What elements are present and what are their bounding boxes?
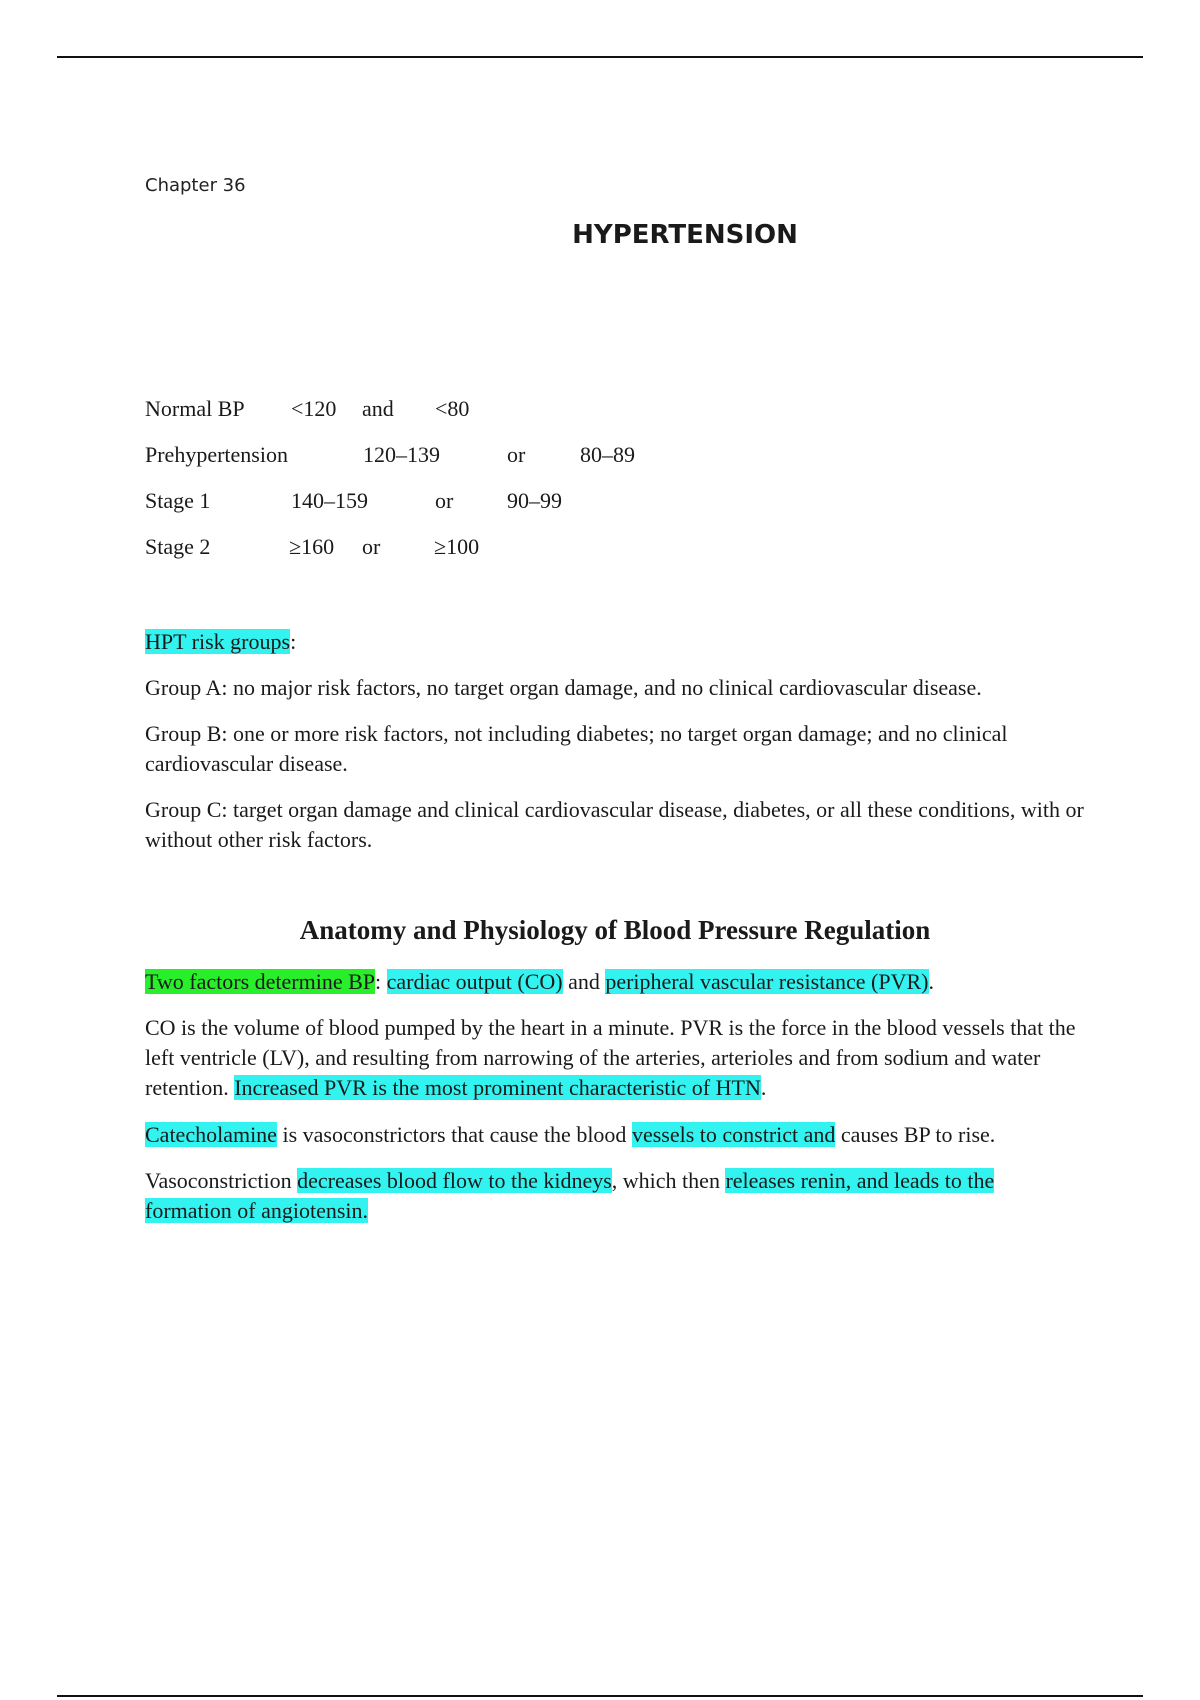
bp-diastolic: 90–99 [507, 488, 562, 513]
bp-systolic: ≥160 [289, 534, 335, 559]
highlight: Increased PVR is the most prominent characteristic of HTN [234, 1075, 761, 1100]
text: . [760, 1075, 767, 1100]
bp-conjunction: or [435, 488, 454, 513]
bottom-rule [57, 1695, 1143, 1697]
highlight: Catecholamine [145, 1122, 277, 1147]
bp-systolic: 120–139 [363, 442, 440, 467]
risk-groups-heading [145, 627, 1085, 657]
bp-label: Normal BP [145, 396, 245, 421]
page-title: HYPERTENSION [572, 220, 798, 250]
text: and [562, 969, 606, 994]
highlight: decreases blood flow to the kidneys [297, 1168, 612, 1193]
bp-label: Stage 2 [145, 534, 211, 559]
highlight-green: Two factors determine BP [145, 969, 376, 994]
para-vasoconstriction [145, 1166, 1085, 1226]
highlight: cardiac output (CO) [386, 969, 563, 994]
highlight: vessels to constrict and [631, 1122, 836, 1147]
highlight: peripheral vascular resistance (PVR) [605, 969, 929, 994]
text: . [928, 969, 934, 994]
bp-diastolic: 80–89 [580, 442, 635, 467]
chapter-label: Chapter 36 [145, 175, 246, 196]
text: causes BP to rise. [835, 1122, 996, 1147]
para-co-pvr [145, 1013, 1085, 1103]
para-catecholamine [145, 1120, 1085, 1150]
highlight: releases renin, and leads to the formation of angiotensin. [145, 1168, 995, 1223]
bp-diastolic: <80 [435, 396, 470, 421]
bp-label: Stage 1 [145, 488, 211, 513]
bp-systolic: <120 [291, 396, 337, 421]
bp-conjunction: or [507, 442, 526, 467]
text: , which then [611, 1168, 726, 1193]
group-a: Group A: no major risk factors, no target organ damage, and no clinical cardiovascular disease. [145, 675, 982, 700]
bp-conjunction: or [362, 534, 381, 559]
bp-systolic: 140–159 [291, 488, 368, 513]
text: : [375, 969, 387, 994]
group-c: Group C: target organ damage and clinical cardiovascular disease, diabetes, or all these conditions, with or without other risk factors. [145, 797, 1084, 852]
colon: : [290, 629, 297, 654]
text: CO is the volume of blood pumped by the heart in a minute. PVR is the force in the blood vessels that the left ventricle (LV), and resulting from narrowing of the arteries, arterioles and from sodium and water retention. [145, 1015, 1076, 1100]
text: Vasoconstriction [145, 1168, 298, 1193]
highlight: HPT risk groups [145, 629, 291, 654]
top-rule [57, 56, 1143, 58]
section-title: Anatomy and Physiology of Blood Pressure Regulation [299, 915, 931, 945]
bp-label: Prehypertension [145, 442, 288, 467]
text: is vasoconstrictors that cause the blood [276, 1122, 632, 1147]
bp-conjunction: and [362, 396, 394, 421]
para-two-factors [145, 967, 1085, 997]
group-b: Group B: one or more risk factors, not including diabetes; no target organ damage; and no clinical cardiovascular disease. [145, 721, 1008, 776]
bp-diastolic: ≥100 [434, 534, 480, 559]
